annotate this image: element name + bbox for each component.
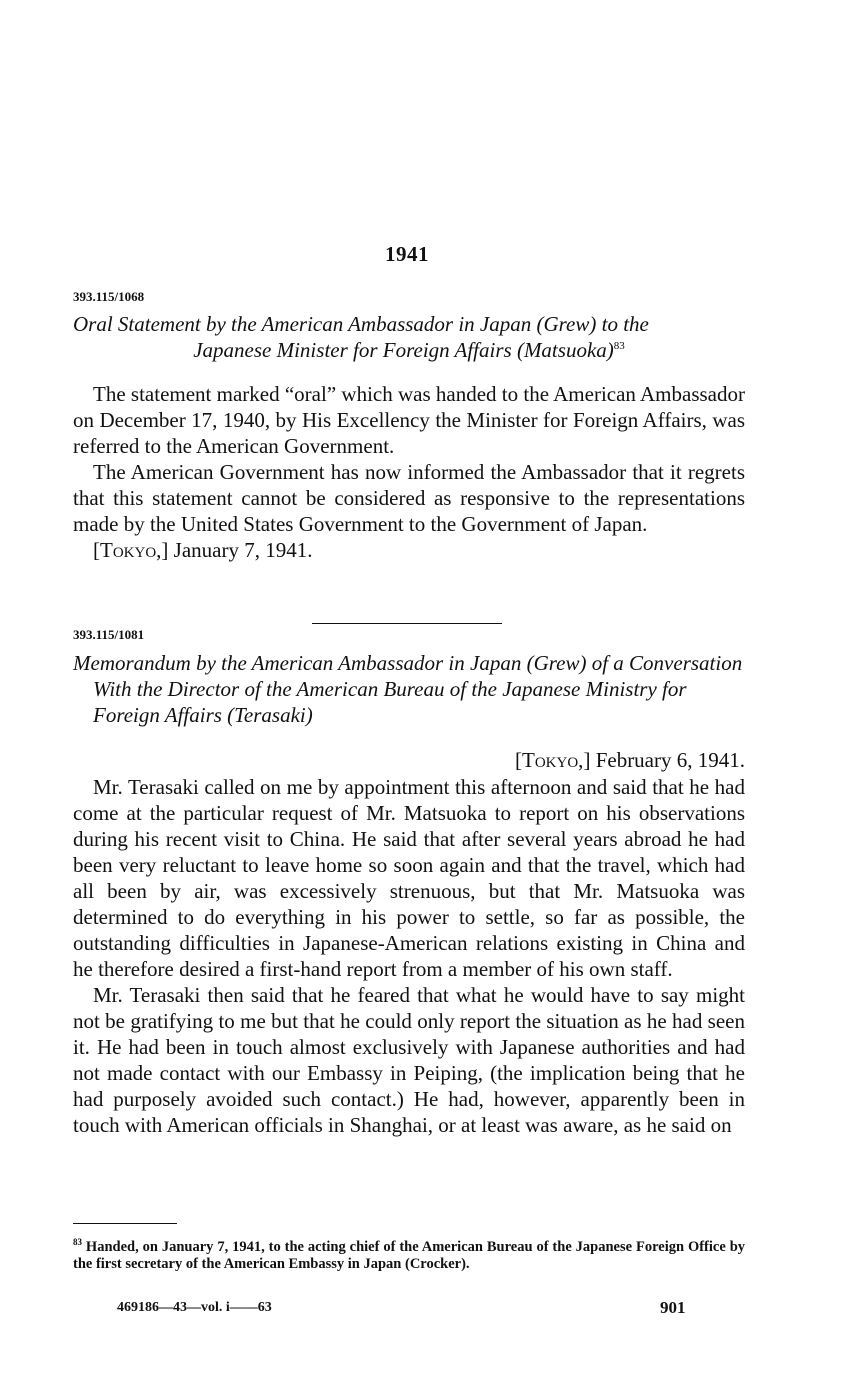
section-divider — [312, 623, 502, 624]
title-line-text: Japanese Minister for Foreign Affairs (Matsuoka) — [193, 338, 614, 362]
footnote-marker: 83 — [613, 340, 625, 352]
paragraph: Mr. Terasaki called on me by appointment this afternoon and said that he had come at the particular request of Mr. Matsuoka to report on his observations during his recent visit to China. He said that after several years abroad he had been very reluctant to leave home so soon again and that the travel, which had all been by air, was excessively strenuous, but that Mr. Matsuoka was determined to do everything in his power to settle, so far as possible, the outstanding difficulties in Japanese-American relations existing in China and he therefore desired a first-hand report from a member of his own staff. — [73, 775, 745, 981]
title-line: Oral Statement by the American Ambassador in Japan (Grew) to the — [73, 312, 649, 336]
dateline-place: Tokyo, — [522, 748, 584, 772]
document-title: Memorandum by the American Ambassador in Japan (Grew) of a Conversation With the Director of the American Bureau of the Japanese Ministry for Foreign Affairs (Terasaki) — [73, 651, 743, 727]
file-reference: 393.115/1068 — [73, 289, 145, 304]
footnote-marker: 83 — [73, 1237, 82, 1248]
footnote — [73, 1239, 745, 1273]
dateline-date: February 6, 1941. — [595, 748, 745, 772]
page-number: 901 — [660, 1298, 686, 1317]
paragraph: Mr. Terasaki then said that he feared that what he would have to say might not be gratifying to me but that he could only report the situation as he had seen it. He had been in touch almost exclusively with Japanese authorities and had not made contact with our Embassy in Peiping, (the implication being that he had purposely avoided such contact.) He had, however, apparently been in touch with American officials in Shanghai, or at least was aware, as he said on — [73, 983, 745, 1137]
title-line — [73, 337, 745, 363]
paragraph: The American Government has now informed the Ambassador that it regrets that this statement cannot be considered as responsive to the representations made by the United States Government to the Government of Japan. — [73, 460, 745, 536]
footnote-divider — [73, 1223, 177, 1224]
print-code: 469186—43—vol. i——63 — [117, 1300, 272, 1315]
paragraph: The statement marked “oral” which was handed to the American Ambassador on December 17, 1940, by His Excellency the Minister for Foreign Affairs, was referred to the American Government. — [73, 382, 745, 458]
file-reference: 393.115/1081 — [73, 627, 145, 642]
year-heading: 1941 — [385, 242, 429, 266]
document-body — [73, 774, 745, 1138]
footnote-text: Handed, on January 7, 1941, to the acting chief of the American Bureau of the Japanese Foreign Office by the first secretary of the American Embassy in Japan (Crocker). — [73, 1239, 746, 1272]
dateline-place: Tokyo, — [100, 538, 162, 562]
dateline: [Tokyo,] February 6, 1941. — [515, 748, 745, 772]
document-title — [73, 311, 745, 363]
dateline-date: January 7, 1941. — [173, 538, 313, 562]
dateline: [Tokyo,] January 7, 1941. — [93, 538, 313, 562]
document-body — [73, 381, 745, 563]
